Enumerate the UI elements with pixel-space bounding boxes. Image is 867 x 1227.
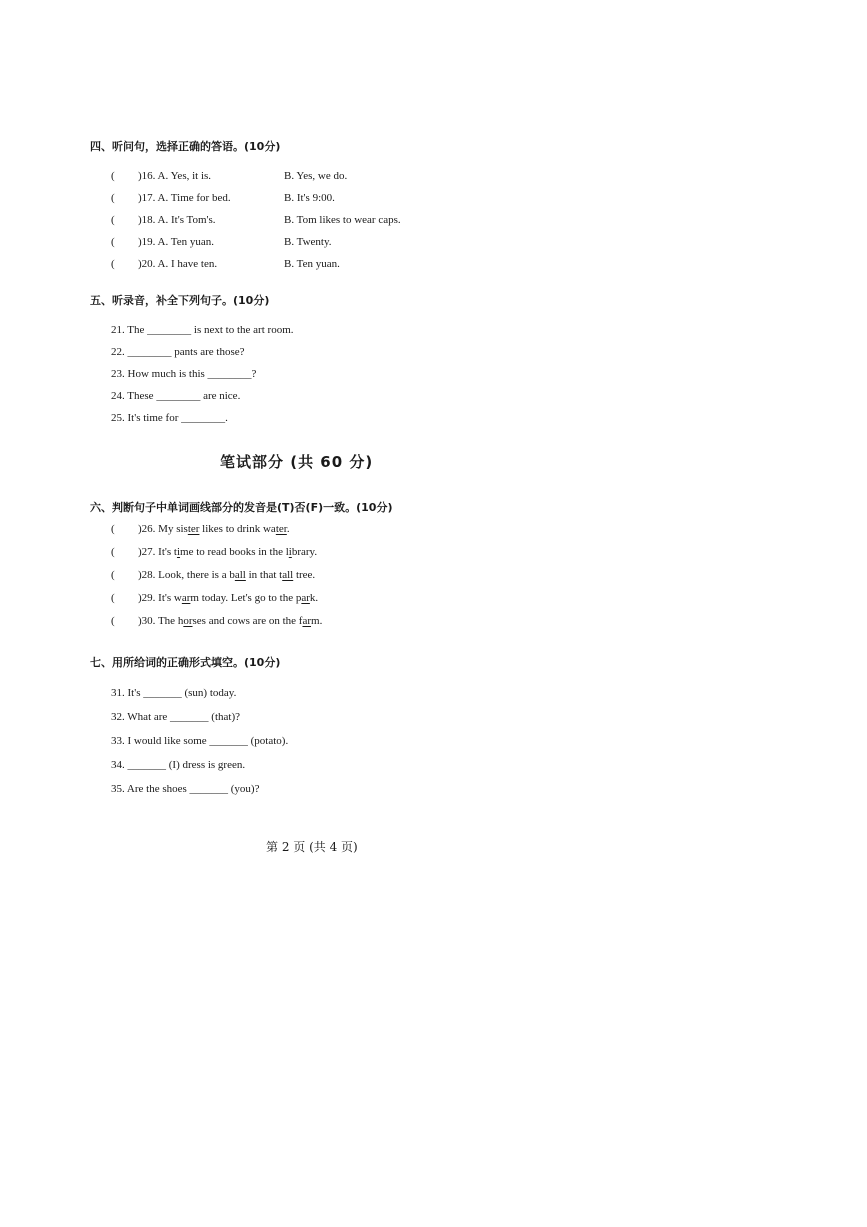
underlined-part: all xyxy=(282,569,294,581)
text-segment: m. xyxy=(311,615,323,627)
section-5-heading: 五、听录音，补全下列句子。(10分) xyxy=(90,294,270,307)
underlined-part: ter xyxy=(187,523,200,535)
question-22: 22. ________ pants are those? xyxy=(111,346,245,358)
text-segment: me to read books in the l xyxy=(180,546,289,558)
question-17-option-b: B. It's 9:00. xyxy=(284,192,335,204)
text-segment: k. xyxy=(309,592,319,604)
question-25: 25. It's time for ________. xyxy=(111,412,228,424)
underlined-part: ar xyxy=(302,615,312,627)
question-16-option-b: B. Yes, we do. xyxy=(284,170,348,182)
underlined-part: i xyxy=(288,546,292,558)
question-29 xyxy=(138,592,318,604)
answer-paren: ( xyxy=(111,214,115,226)
question-27 xyxy=(138,546,317,558)
question-18-option-a: )18. A. It's Tom's. xyxy=(138,214,216,226)
text-segment: likes to drink wa xyxy=(199,523,276,535)
question-26 xyxy=(138,523,290,535)
underlined-part: or xyxy=(183,615,193,627)
text-segment: )30. The h xyxy=(138,615,184,627)
question-34: 34. _______ (I) dress is green. xyxy=(111,759,246,771)
question-35: 35. Are the shoes _______ (you)? xyxy=(111,783,260,795)
question-19-option-a: )19. A. Ten yuan. xyxy=(138,236,215,248)
question-16-option-a: )16. A. Yes, it is. xyxy=(138,170,212,182)
text-segment: )26. My sis xyxy=(138,523,188,535)
text-segment: brary. xyxy=(291,546,318,558)
text-segment: )28. Look, there is a b xyxy=(138,569,235,581)
text-segment: . xyxy=(286,523,290,535)
question-21: 21. The ________ is next to the art room. xyxy=(111,324,294,336)
question-19-option-b: B. Twenty. xyxy=(284,236,332,248)
answer-paren: ( xyxy=(111,170,115,182)
question-20-option-b: B. Ten yuan. xyxy=(284,258,340,270)
question-18-option-b: B. Tom likes to wear caps. xyxy=(284,214,401,226)
answer-paren: ( xyxy=(111,546,115,558)
answer-paren: ( xyxy=(111,569,115,581)
underlined-part: ar xyxy=(181,592,191,604)
question-31: 31. It's _______ (sun) today. xyxy=(111,687,237,699)
text-segment: in that t xyxy=(245,569,283,581)
question-28 xyxy=(138,569,315,581)
underlined-part: i xyxy=(176,546,181,558)
underlined-part: ar xyxy=(301,592,310,604)
answer-paren: ( xyxy=(111,192,115,204)
question-23: 23. How much is this ________? xyxy=(111,368,257,380)
question-17-option-a: )17. A. Time for bed. xyxy=(138,192,231,204)
text-segment: tree. xyxy=(293,569,316,581)
text-segment: )27. It's t xyxy=(138,546,177,558)
answer-paren: ( xyxy=(111,615,115,627)
question-30 xyxy=(138,615,322,627)
question-24: 24. These ________ are nice. xyxy=(111,390,241,402)
question-32: 32. What are _______ (that)? xyxy=(111,711,241,723)
section-4-heading: 四、听问句，选择正确的答语。(10分) xyxy=(90,140,281,153)
answer-paren: ( xyxy=(111,592,115,604)
section-7-heading: 七、用所给词的正确形式填空。(10分) xyxy=(90,656,281,669)
written-part-title: 笔试部分 (共 60 分) xyxy=(220,453,374,471)
answer-paren: ( xyxy=(111,258,115,270)
question-33: 33. I would like some _______ (potato). xyxy=(111,735,289,747)
text-segment: ses and cows are on the f xyxy=(192,615,303,627)
underlined-part: ter xyxy=(275,523,287,535)
answer-paren: ( xyxy=(111,523,115,535)
question-20-option-a: )20. A. I have ten. xyxy=(138,258,218,270)
section-6-heading: 六、判断句子中单词画线部分的发音是(T)否(F)一致。(10分) xyxy=(90,501,393,514)
text-segment: )29. It's w xyxy=(138,592,182,604)
answer-paren: ( xyxy=(111,236,115,248)
page-number-footer: 第 2 页 (共 4 页) xyxy=(266,840,358,854)
underlined-part: all xyxy=(234,569,246,581)
text-segment: m today. Let's go to the p xyxy=(190,592,302,604)
